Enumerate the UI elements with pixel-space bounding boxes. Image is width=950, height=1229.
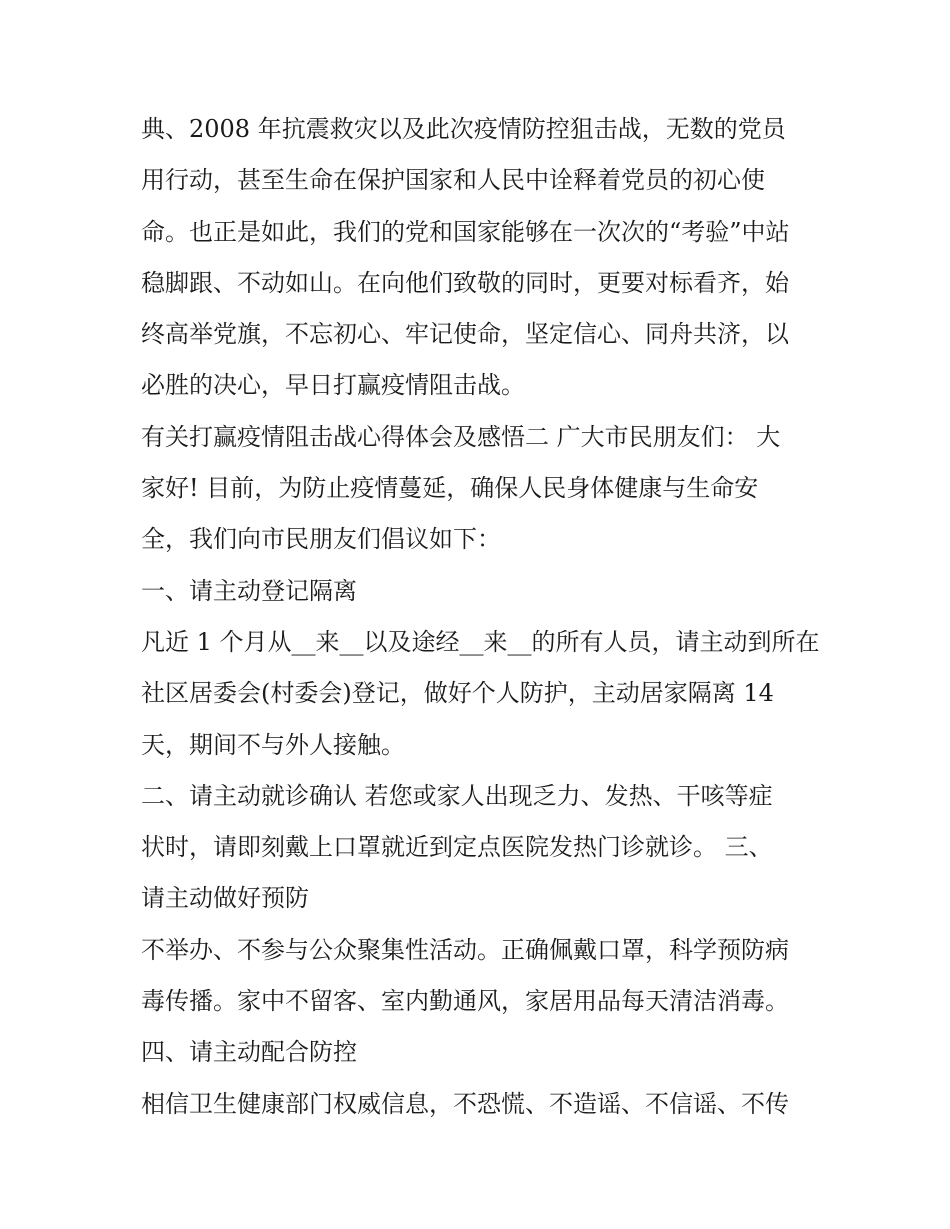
text-line: 毒传播。家中不留客、室内勤通风，家居用品每天清洁消毒。 xyxy=(141,987,789,1016)
section-heading-line: 有关打赢疫情阻击战心得体会及感悟二 广大市民朋友们： 大 xyxy=(141,422,781,451)
text-line: 社区居委会(村委会)登记，做好个人防护，主动居家隔离 14 xyxy=(141,679,774,708)
text-line: 家好! 目前，为防止疫情蔓延，确保人民身体健康与生命安 xyxy=(141,474,759,503)
subheading-1: 一、请主动登记隔离 xyxy=(141,576,357,605)
text-line: 天，期间不与外人接触。 xyxy=(141,730,405,759)
text-line: 命。也正是如此，我们的党和国家能够在一次次的“考验”中站 xyxy=(141,217,790,246)
text-line: 稳脚跟、不动如山。在向他们致敬的同时，更要对标看齐，始 xyxy=(141,268,789,297)
text-line: 不举办、不参与公众聚集性活动。正确佩戴口罩，科学预防病 xyxy=(141,935,789,964)
text-line: 用行动，甚至生命在保护国家和人民中诠释着党员的初心使 xyxy=(141,166,765,195)
text-line: 终高举党旗，不忘初心、牢记使命，坚定信心、同舟共济，以 xyxy=(141,320,789,349)
text-line: 必胜的决心，早日打赢疫情阻击战。 xyxy=(141,371,525,400)
body-text xyxy=(141,104,831,1130)
subheading-2: 二、请主动就诊确认 若您或家人出现乏力、发热、干咳等症 xyxy=(141,781,773,810)
text-line: 典、2008 年抗震救灾以及此次疫情防控狙击战，无数的党员 xyxy=(141,115,786,143)
subheading-4: 四、请主动配合防控 xyxy=(141,1038,357,1067)
text-line: 凡近 1 个月从__来__以及途经__来__的所有人员，请主动到所在 xyxy=(141,627,820,656)
text-line: 状时，请即刻戴上口罩就近到定点医院发热门诊就诊。 三、 xyxy=(141,833,773,862)
subheading-3: 请主动做好预防 xyxy=(141,884,309,913)
text-line: 相信卫生健康部门权威信息，不恐慌、不造谣、不信谣、不传 xyxy=(141,1089,789,1118)
text-line: 全，我们向市民朋友们倡议如下： xyxy=(141,525,501,554)
